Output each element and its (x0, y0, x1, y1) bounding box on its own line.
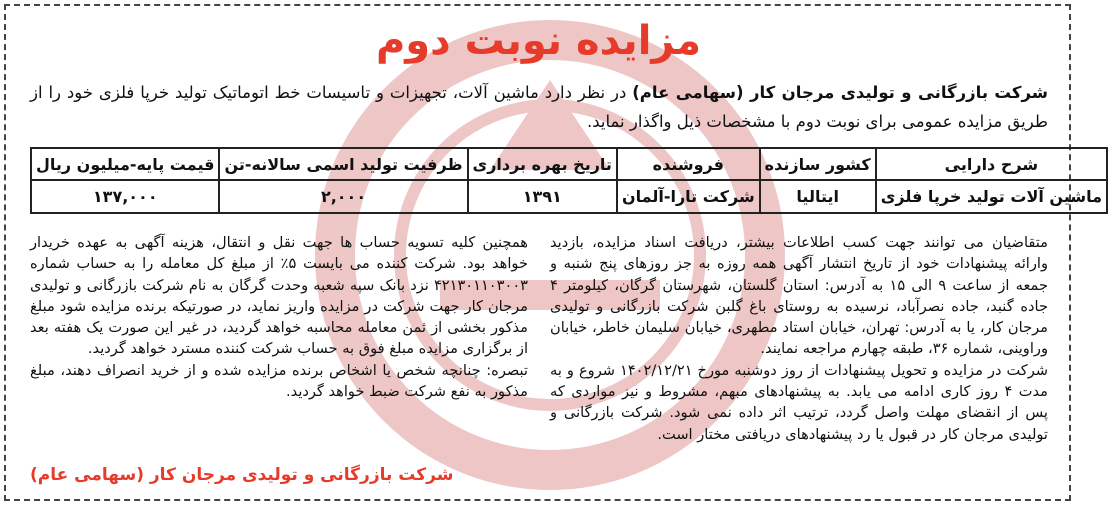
company-signature: شرکت بازرگانی و تولیدی مرجان کار (سهامی عام) (30, 465, 454, 485)
table-cell: ۱۳۹۱ (468, 180, 617, 213)
table-header: کشور سازنده (760, 148, 876, 180)
table-header-row (31, 148, 1107, 180)
notice-title: مزایده نوبت دوم (375, 18, 702, 64)
body-paragraph: تبصره: چنانچه شخص یا اشخاص برنده مزایده شده و از خرید انصراف دهند، مبلغ مذکور به نفع شرکت ضبط خواهد گردید. (30, 361, 528, 401)
asset-table (30, 147, 1108, 214)
table-header: تاریخ بهره برداری (468, 148, 617, 180)
right-column (550, 232, 1048, 445)
intro-paragraph (30, 78, 1048, 136)
table-header: فروشنده (617, 148, 760, 180)
body-paragraph: شرکت در مزایده و تحویل پیشنهادات از روز دوشنبه مورخ ۱۴۰۲/۱۲/۲۱ شروع و به مدت ۴ روز کاری ادامه می یابد. به پیشنهادهای مبهم، مشروط و نیز مواردی که پس از انقضای مهلت واصل گردد، ترتیب اثر داده نمی شود. شرکت بازرگانی و تولیدی مرجان کار در قبول یا رد پیشنهادهای دریافتی مختار است. (550, 361, 1049, 443)
table-header: شرح دارایی (876, 148, 1107, 180)
table-cell: ایتالیا (760, 180, 876, 213)
body-paragraph: متقاضیان می توانند جهت کسب اطلاعات بیشتر، دریافت اسناد مزایده، بازدید وارائه پیشنهادات خود از تاریخ انتشار آگهی همه روزه به جز روزهای پنج شنبه و جمعه از ساعت ۹ الی ۱۵ به آدرس: استان گلستان، شهرستان گرگان، کیلومتر ۴ جاده گنبد، جاده نصرآباد، نرسیده به روستای باغ گلبن شرکت بازرگانی و تولیدی مرجان کار، یا به آدرس: تهران، خیابان استاد مطهری، خیابان سلیمان خاطر، خیابان وراوینی، شماره ۳۶، طبقه چهارم مراجعه نمایند. (550, 234, 1048, 358)
table-header: ظرفیت تولید اسمی سالانه-تن (219, 148, 467, 180)
table-cell: ماشین آلات تولید خرپا فلزی (876, 180, 1107, 213)
company-name: شرکت بازرگانی و تولیدی مرجان کار (سهامی عام) (632, 83, 1048, 102)
table-header: قیمت پایه-میلیون ریال (31, 148, 219, 180)
body-paragraph: همچنین کلیه تسویه حساب ها جهت نقل و انتقال، هزینه آگهی به عهده خریدار خواهد بود. شرکت کننده می بایست ۵٪ از مبلغ کل معامله را به حساب شماره ۴۲۱۳۰۱۱۰۳۰۰۳ نزد بانک سپه شعبه وحدت گرگان به نام شرکت بازرگانی و تولیدی مرجان کار جهت شرکت در مزایده واریز نماید، در صورتیکه برنده مزایده شود مبلغ مذکور بخشی از ثمن معامله محاسبه خواهد گردید، در غیر این صورت یک هفته بعد از برگزاری مزایده مبلغ فوق به حساب شرکت کننده مسترد خواهد گردید. (30, 234, 528, 358)
intro-text: در نظر دارد ماشین آلات، تجهیزات و تاسیسات خط اتوماتیک تولید خرپا فلزی خود را از طریق مزایده عمومی برای نوبت دوم با مشخصات ذیل واگذار نماید. (30, 83, 1048, 131)
table-cell: ۱۳۷,۰۰۰ (31, 180, 219, 213)
table-cell: شرکت تارا-آلمان (617, 180, 760, 213)
left-column (30, 232, 528, 402)
table-cell: ۲,۰۰۰ (219, 180, 467, 213)
table-row (31, 180, 1107, 213)
